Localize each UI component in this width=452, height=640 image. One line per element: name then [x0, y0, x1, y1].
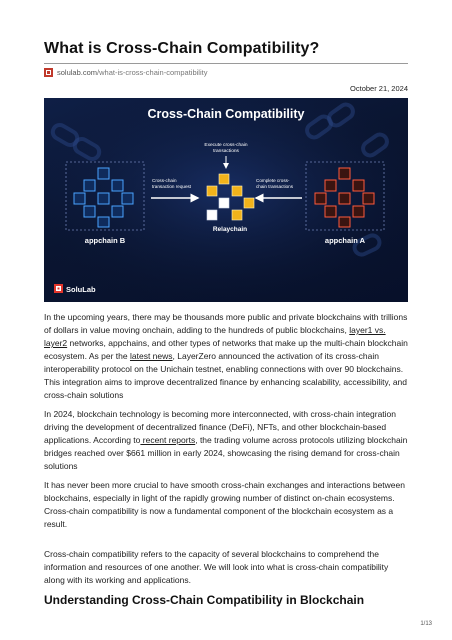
execute-label-line1: Execute cross-chain	[204, 143, 248, 148]
article-title: What is Cross-Chain Compatibility?	[44, 40, 320, 57]
p1-text-b: networks, appchains, and other types of networks that make up the multi-chain blockchain ecosystem. As per the	[44, 338, 408, 361]
recent-reports-link[interactable]: recent reports	[140, 435, 196, 445]
p2-text-a: In 2024, blockchain technology is becoming more interconnected, with cross-chain integration driving the development of decentralized finance (DeFi), NFTs, and other blockchain-based applications. According to	[44, 409, 397, 445]
solulab-logo-icon	[54, 284, 63, 293]
right-label-line2: chain transactions	[256, 184, 294, 189]
paragraph-intro	[44, 311, 410, 402]
latest-news-link[interactable]: latest news	[129, 351, 173, 361]
publish-date: October 21, 2024	[350, 84, 408, 93]
appchain-b-label: appchain B	[84, 236, 126, 245]
source-domain[interactable]: solulab.com	[57, 67, 98, 77]
p1-text-c: , LayerZero announced the activation of its cross-chain interoperability protocol on the Unichain testnet, enabling connections with over 90 blockchains. This integration aims to improve decentralized finance by enhancing scalability, accessibility, and cross-chain solutions	[44, 351, 408, 400]
left-label-line2: transaction request	[152, 184, 192, 189]
page-number: 1/13	[420, 621, 432, 627]
source-line	[44, 66, 207, 78]
title-divider	[44, 63, 408, 64]
section-heading: Understanding Cross-Chain Compatibility in Blockchain	[44, 593, 365, 607]
p2-text-b: , the trading volume across protocols utilizing blockchain bridges reached over $661 million in early 2024, showcasing the rising demand for cross-chain solutions	[44, 435, 408, 471]
paragraph-2024	[44, 408, 410, 473]
right-label-line1: Complete cross-	[256, 178, 290, 183]
relaychain-label: Relaychain	[212, 226, 248, 233]
solulab-favicon-icon	[44, 68, 53, 77]
appchain-a-label: appchain A	[324, 236, 366, 245]
paragraph-importance: It has never been more crucial to have smooth cross-chain exchanges and interactions between blockchains, especially in light of the rapidly growing number of distinct on-chain ecosystems. Cross-chain compatibility is now a fundamental component of the blockchain ecosystem as a result.	[44, 480, 405, 529]
layer1-vs-layer2-link[interactable]: layer1 vs. layer2	[44, 325, 386, 348]
execute-label-line2: transactions	[213, 149, 239, 154]
paragraph-definition: Cross-chain compatibility refers to the capacity of several blockchains to comprehend the information and resources of one another. We will look into what is cross-chain compatibility along with its working and applications.	[44, 549, 389, 585]
p1-text-a: In the upcoming years, there may be thousands more public and private blockchains with trillions of dollars in value moving onchain, adding to the hundreds of public blockchains,	[44, 312, 408, 335]
cross-chain-diagram	[44, 98, 408, 302]
hero-heading: Cross-Chain Compatibility	[147, 107, 305, 121]
source-path[interactable]: /what-is-cross-chain-compatibility	[97, 67, 208, 77]
brand-label: SoluLab	[66, 285, 96, 294]
hero-image	[44, 98, 408, 302]
left-label-line1: Cross-chain	[152, 178, 177, 183]
